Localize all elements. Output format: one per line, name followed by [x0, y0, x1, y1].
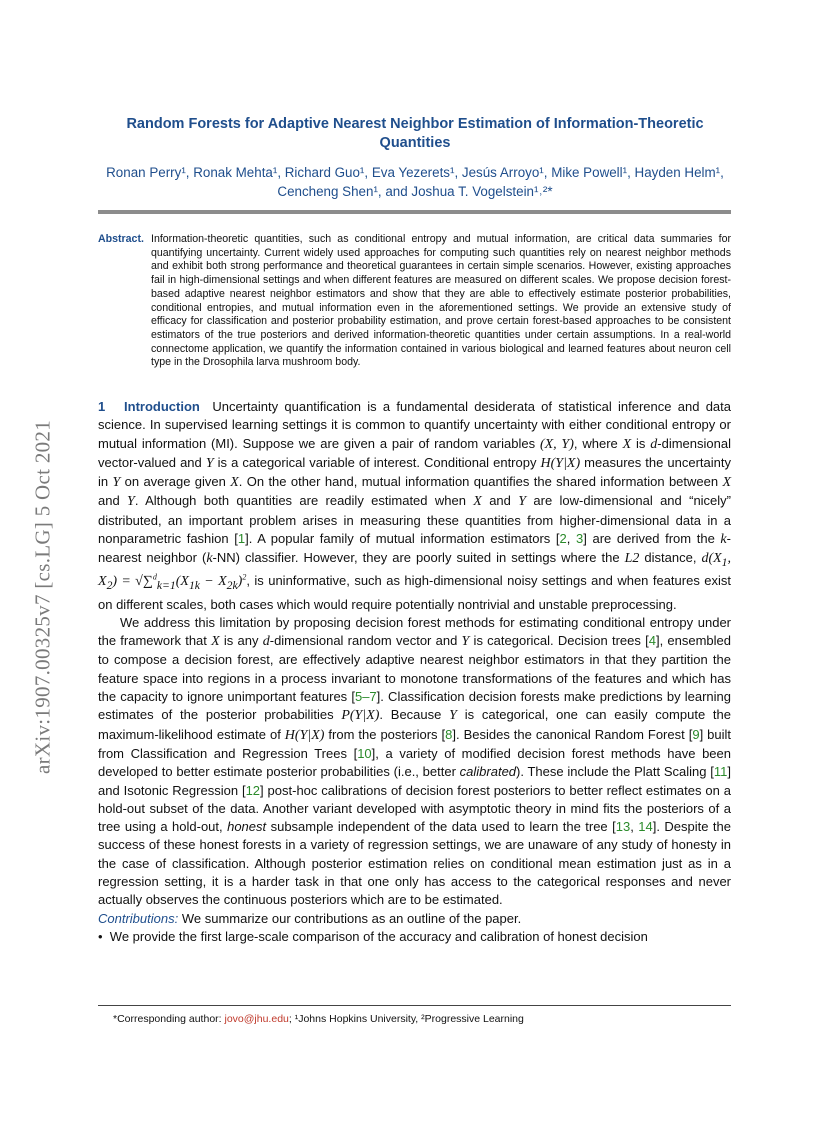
title-rule: [98, 210, 731, 214]
bullet-text: We provide the first large-scale comparison of the accuracy and calibration of honest decision: [109, 928, 648, 944]
intro-paragraph-1: 1 Introduction Uncertainty quantification is a fundamental desiderata of statistical inference and data science. In supervised learning settings it is common to quantify uncertainty with either conditional entropy or mutual information (MI). Suppose we are given a pair of random variables (X, Y), where X is d-dimensional vector-valued and Y is a categorical variable of interest. Conditional entropy H(Y|X) measures the uncertainty in Y on average given X. On the other hand, mutual information quantifies the shared information between X and Y. Although both quantities are readily estimated when X and Y are low-dimensional and “nicely” distributed, an important problem arises in measuring these quantities from higher-dimensional data in a nonparametric fashion [1]. A popular family of mutual information estimators [2, 3] are derived from the k-nearest neighbor (k-NN) classifier. However, they are poorly suited in settings where the L2 distance, $d(X_1$, $X_2) = √\sum^d_{k=1}(X_{1k} - X_{2k})^2$, is uninformative, such as high-dimensional noisy settings and when features exist on different scales, both cases which would require potentially nontrivial and unstable preprocessing.: [98, 399, 732, 612]
footnote: [113, 1012, 524, 1026]
footnote-affiliations: ; ¹Johns Hopkins University, ²Progressive Learning: [288, 1013, 524, 1025]
contributions-text: We summarize our contributions as an outline of the paper.: [178, 910, 522, 926]
contributions-label: Contributions:: [98, 910, 179, 926]
author-list: Ronan Perry¹, Ronak Mehta¹, Richard Guo¹, Eva Yezerets¹, Jesús Arroyo¹, Mike Powell¹, Hayden Helm¹, Cencheng Shen¹, and Joshua T. Vogelstein¹˒²*: [106, 165, 724, 199]
abstract-label: Abstract.: [98, 233, 144, 245]
abstract-text: Information-theoretic quantities, such as conditional entropy and mutual information, are critical data summaries for quantifying uncertainty. Current widely used approaches for computing such quantities rely on nearest neighbor methods and exhibit both strong performance and theoretical guarantees in certain simple scenarios. However, existing approaches fail in high-dimensional settings and when different features are measured on different scales. We propose decision forest-based adaptive nearest neighbor estimators and show that they are able to effectively estimate posterior probabilities, conditional entropies, and mutual information even in the aforementioned settings. We provide an extensive study of efficacy for classification and posterior probability estimation, and prove certain forest-based approaches to be consistent estimators of the true posteriors and derived information-theoretic quantities under certain assumptions. In a real-world connectome application, we quantify the information contained in various biological and learned features about neuron cell type in the Drosophila larva mushroom body.: [151, 233, 731, 369]
footnote-prefix: *Corresponding author:: [113, 1013, 225, 1025]
section-number: 1: [98, 399, 106, 414]
section-title: Introduction: [124, 399, 200, 414]
intro-paragraph-2: We address this limitation by proposing decision forest methods for estimating conditional entropy under the framework that X is any d-dimensional random vector and Y is categorical. Decision trees [4], ensembled to compose a decision forest, are effectively adaptive nearest neighbor estimators in that they partition the feature space into regions in a process invariant to monotone transformations of the features and which has the capacity to ignore unimportant features [5–7]. Classification decision forests make predictions by learning estimates of the posterior probabilities P(Y|X). Because Y is categorical, one can easily compute the maximum-likelihood estimate of H(Y|X) from the posteriors [8]. Besides the canonical Random Forest [9] built from Classification and Regression Trees [10], a variety of modified decision forest methods have been developed to better estimate posterior probabilities (i.e., better calibrated). These include the Platt Scaling [11] and Isotonic Regression [12] post-hoc calibrations of decision forest posteriors to better reflect estimates on a hold-out subset of the data. Another variant developed with asymptotic theory in mind fits the posteriors of a tree using a hold-out, honest subsample independent of the data used to learn the tree [13, 14]. Despite the success of these honest forests in a variety of regression settings, we are unaware of any study of honesty in the case of classification. Although posterior estimation relies on conditional mean estimation just as in a regression setting, it is a harder task in that one only has access to the categorical responses and never actually observes the continuous posteriors which are to be estimated.: [98, 614, 732, 908]
paper-title: Random Forests for Adaptive Nearest Neighbor Estimation of Information-Theoretic Quantities: [126, 116, 704, 151]
abstract: [98, 233, 731, 370]
contribution-bullet: • We provide the first large-scale comparison of the accuracy and calibration of honest decision: [98, 928, 648, 944]
footnote-rule: [98, 1005, 731, 1006]
arxiv-identifier: arXiv:1907.00325v7 [cs.LG] 5 Oct 2021: [30, 419, 55, 775]
email-link[interactable]: jovo@jhu.edu: [224, 1013, 289, 1025]
contributions-line: [98, 910, 731, 928]
main-text: [98, 398, 731, 946]
